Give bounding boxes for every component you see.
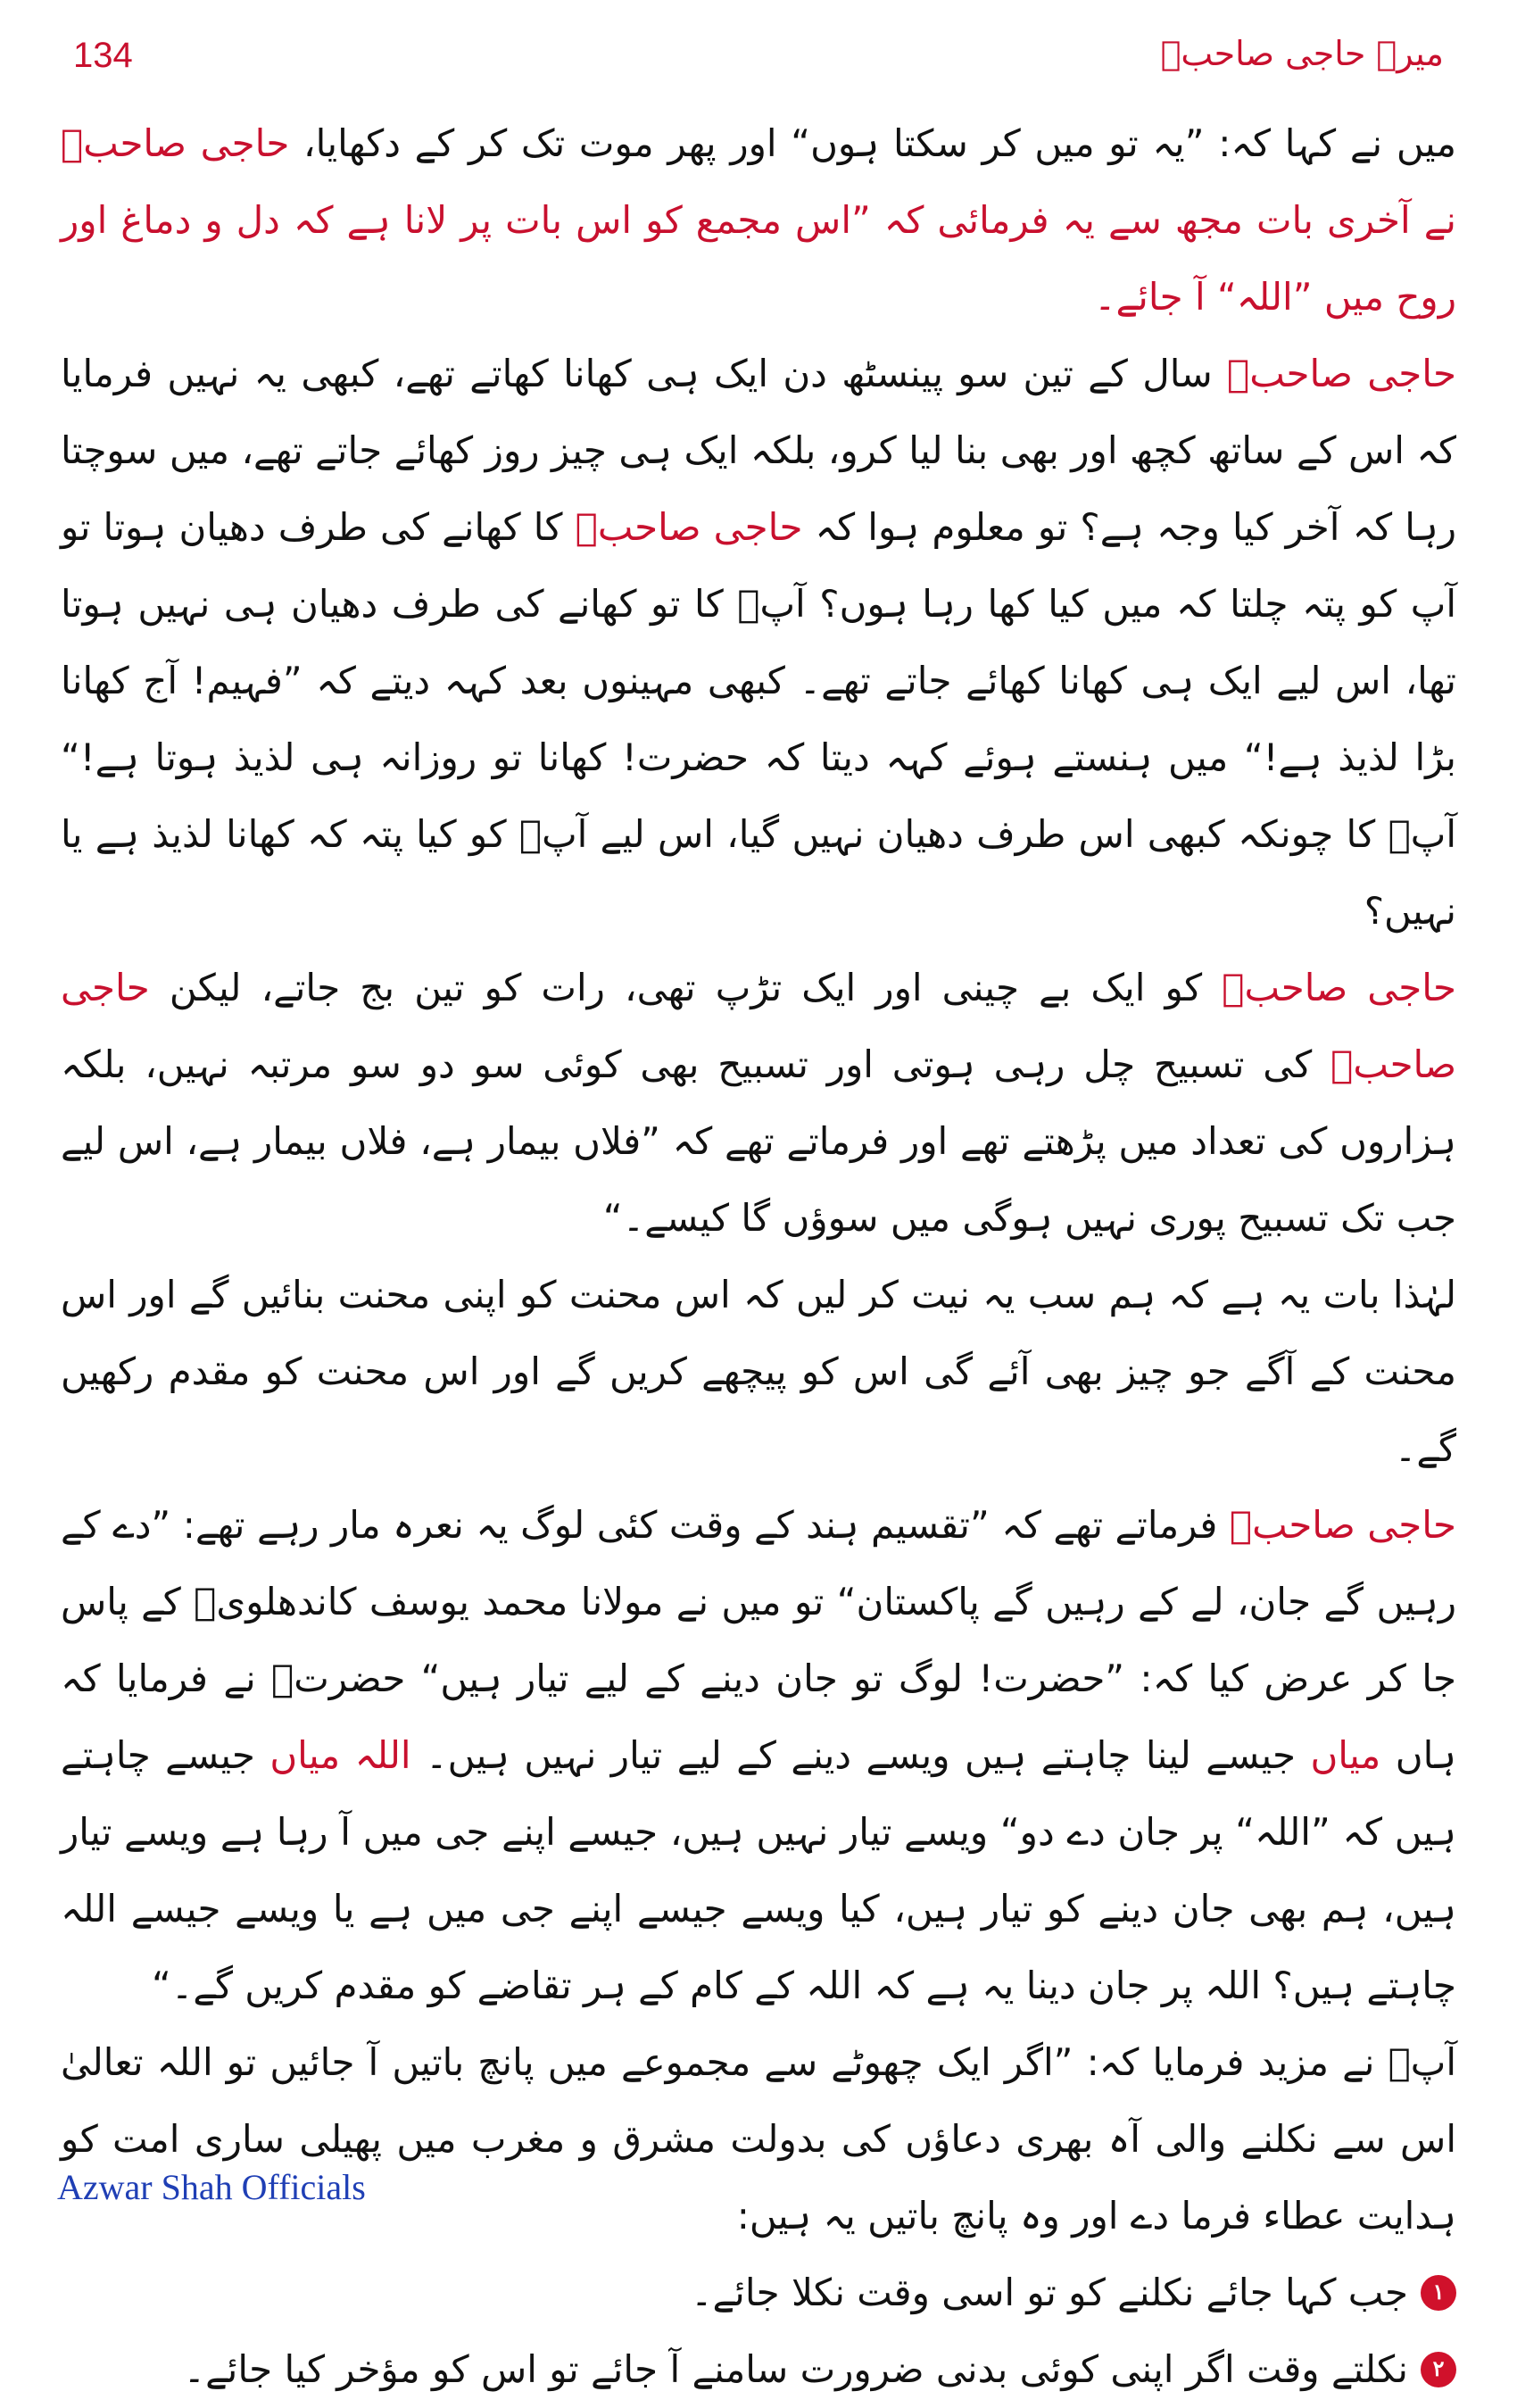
watermark: Azwar Shah Officials <box>57 2167 366 2207</box>
paragraph <box>61 336 1456 950</box>
text-run: آپؒ نے مزید فرمایا کہ: ”اگر ایک چھوٹے سے مجموعے میں پانچ باتیں آ جائیں تو اللہ تعالیٰ اس سے نکلنے والی آہ بھری دعاؤں کی بدولت مشرق و مغرب میں پھیلی ساری امت کو ہدایت عطاء فرما دے اور وہ پانچ باتیں یہ ہیں: <box>61 2040 1456 2238</box>
page-body <box>61 105 1456 2408</box>
highlighted-text: حاجی صاحبؒ <box>1227 352 1456 395</box>
paragraph <box>61 1257 1456 1487</box>
page-number: 134 <box>73 36 133 75</box>
list-item <box>61 2331 1456 2408</box>
number-badge: ٢ <box>1421 2352 1456 2387</box>
highlighted-text: حاجی صاحبؒ <box>1229 1503 1456 1547</box>
paragraph <box>61 105 1456 336</box>
list-item-text: جب کہا جائے نکلنے کو تو اسی وقت نکلا جائے۔ <box>690 2271 1408 2314</box>
highlighted-text: حاجی صاحبؒ <box>575 505 803 549</box>
text-run: میں نے کہا کہ: ”یہ تو میں کر سکتا ہوں“ اور پھر موت تک کر کے دکھایا، <box>289 121 1456 165</box>
number-badge: ١ <box>1421 2275 1456 2311</box>
highlighted-text: حاجی صاحبؒ <box>1222 966 1456 1009</box>
text-run: جیسے لینا چاہتے ہیں ویسے دینے کے لیے تیار نہیں ہیں۔ <box>410 1733 1311 1777</box>
list-item <box>61 2254 1456 2331</box>
highlighted-text: حاجی صاحبؒ نے آخری بات مجھ سے یہ فرمائی کہ ”اس مجمع کو اس بات پر لانا ہے کہ دل و دماغ اور روح میں ”اللہ“ آ جائے۔ <box>61 121 1456 319</box>
text-run: کا کھانے کی طرف دھیان ہوتا تو آپ کو پتہ چلتا کہ میں کیا کھا رہا ہوں؟ آپؒ کا تو کھانے کی طرف دھیان ہی نہیں ہوتا تھا، اس لیے ایک ہی کھانا کھائے جاتے تھے۔ کبھی مہینوں بعد کہہ دیتے کہ ”فہیم! آج کھانا بڑا لذیذ ہے!“ میں ہنستے ہوئے کہہ دیتا کہ حضرت! کھانا تو روزانہ ہی لذیذ ہوتا ہے!“ آپؒ کا چونکہ کبھی اس طرف دھیان نہیں گیا، اس لیے آپؒ کو کیا پتہ کہ کھانا لذیذ ہے یا نہیں؟ <box>61 505 1456 933</box>
text-run: کو ایک بے چینی اور ایک تڑپ تھی، رات کو تین بج جاتے، لیکن <box>149 966 1223 1009</box>
paragraph <box>61 950 1456 1257</box>
highlighted-text: اللہ میاں <box>269 1733 411 1777</box>
text-run: جیسے چاہتے ہیں کہ ”اللہ“ پر جان دے دو“ ویسے تیار نہیں ہیں، جیسے اپنے جی میں آ رہا ہے ویسے تیار ہیں، ہم بھی جان دینے کو تیار ہیں، کیا ویسے جیسے اپنے جی میں ہے یا ویسے جیسے اللہ چاہتے ہیں؟ اللہ پر جان دینا یہ ہے کہ اللہ کے کام کے ہر تقاضے کو مقدم کریں گے۔“ <box>61 1733 1456 2007</box>
highlighted-text: حاجی صاحبؒ <box>61 966 1456 1086</box>
text-run: فرماتے تھے کہ ”تقسیم ہند کے وقت کئی لوگ یہ نعرہ مار رہے تھے: ”دے کے رہیں گے جان، لے کے رہیں گے پاکستان“ تو میں نے مولانا محمد یوسف کاندھلویؒ کے پاس جا کر عرض کیا کہ: ”حضرت! لوگ تو جان دینے کے لیے تیار ہیں“ حضرتؒ نے فرمایا کہ ہاں <box>61 1503 1456 1777</box>
list-item-text: نکلتے وقت اگر اپنی کوئی بدنی ضرورت سامنے آ جائے تو اس کو مؤخر کیا جائے۔ <box>183 2347 1408 2391</box>
running-header: میرے حاجی صاحبؒ <box>1160 34 1444 73</box>
paragraph <box>61 1487 1456 2024</box>
paragraph <box>61 2024 1456 2254</box>
text-run: سال کے تین سو پینسٹھ دن ایک ہی کھانا کھاتے تھے، کبھی یہ نہیں فرمایا کہ اس کے ساتھ کچھ اور بھی بنا لیا کرو، بلکہ ایک ہی چیز روز کھائے جاتے تھے، میں سوچتا رہا کہ آخر کیا وجہ ہے؟ تو معلوم ہوا کہ <box>61 352 1456 549</box>
text-run: لہٰذا بات یہ ہے کہ ہم سب یہ نیت کر لیں کہ اس محنت کو اپنی محنت بنائیں گے اور اس محنت کے آگے جو چیز بھی آئے گی اس کو پیچھے کریں گے اور اس محنت کو مقدم رکھیں گے۔ <box>61 1273 1456 1470</box>
text-run: کی تسبیح چل رہی ہوتی اور تسبیح بھی کوئی سو دو سو مرتبہ نہیں، بلکہ ہزاروں کی تعداد میں پڑھتے تھے اور فرماتے تھے کہ ”فلاں بیمار ہے، فلاں بیمار ہے، اس لیے جب تک تسبیح پوری نہیں ہوگی میں سوؤں گا کیسے۔“ <box>61 1042 1456 1240</box>
highlighted-text: میاں <box>1310 1733 1381 1777</box>
